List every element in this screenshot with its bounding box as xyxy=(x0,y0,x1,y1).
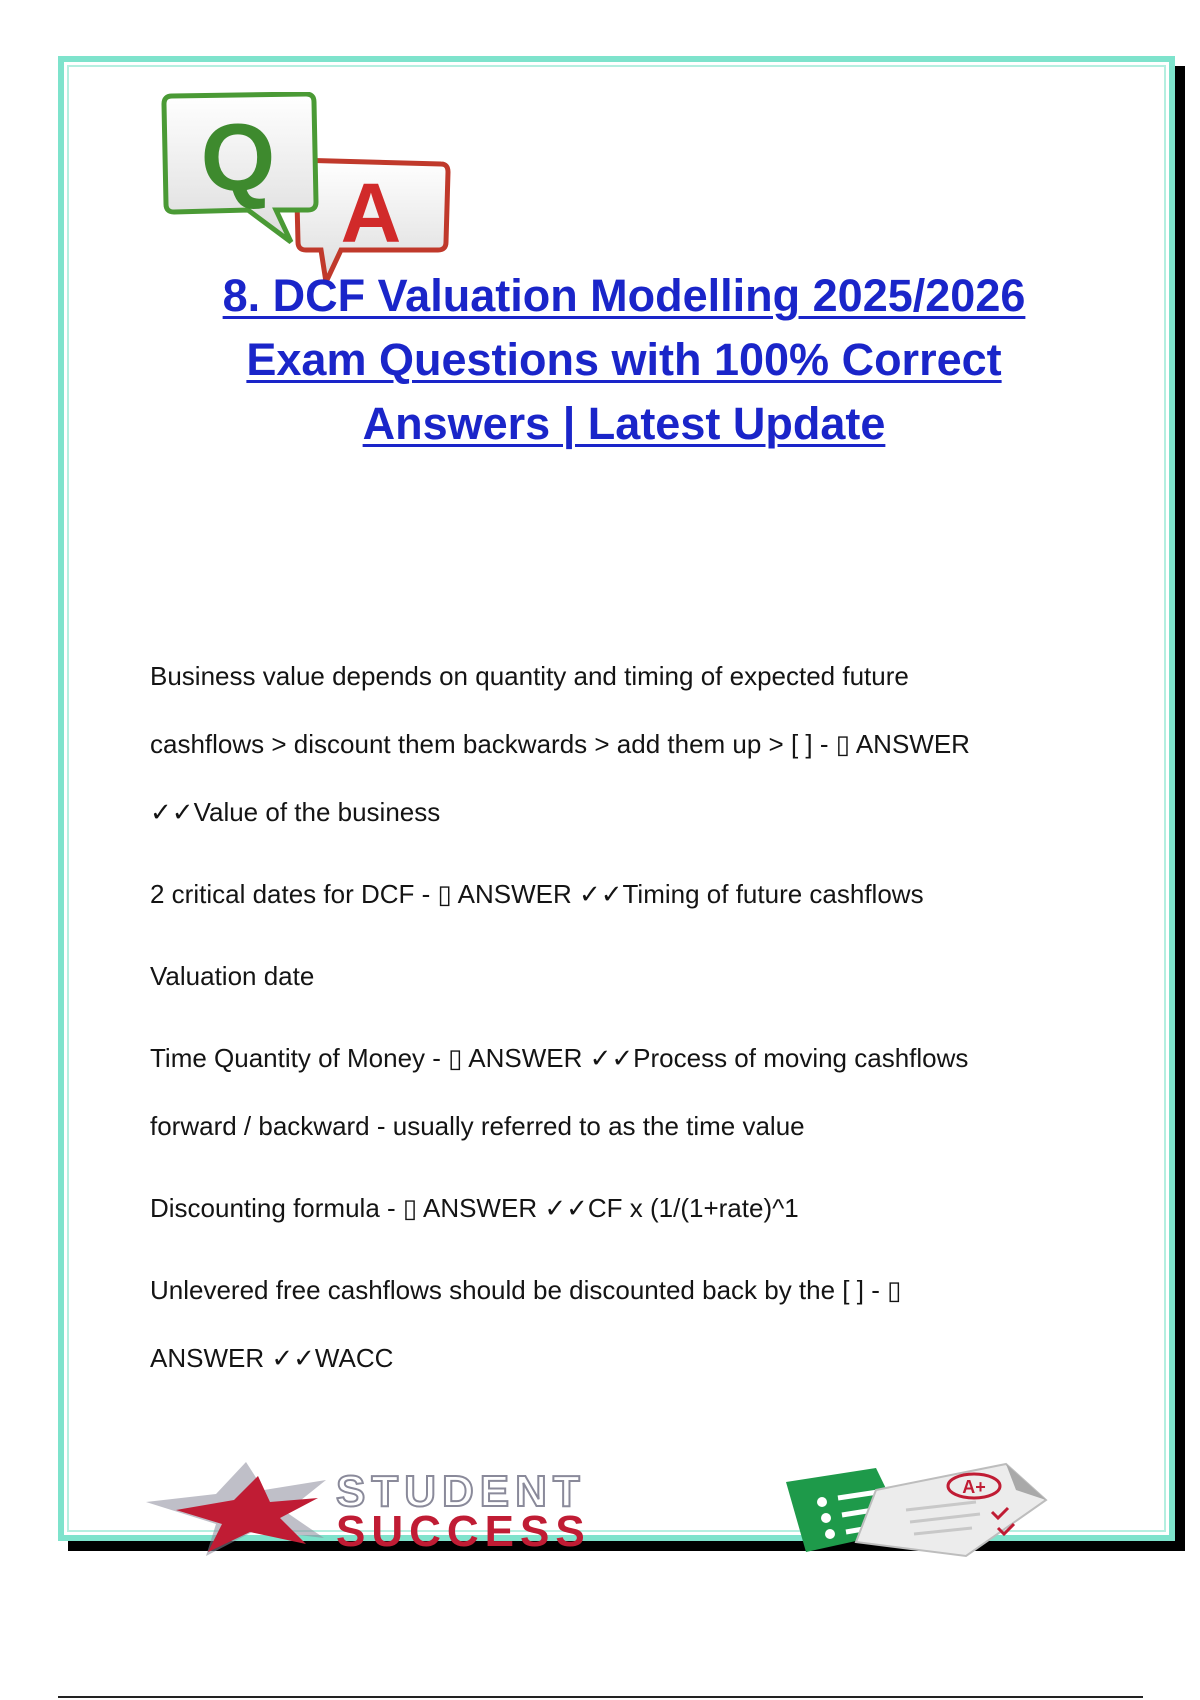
student-success-logo xyxy=(146,1460,1126,1560)
q-letter: Q xyxy=(200,104,276,211)
qa-item-4 xyxy=(150,1174,1110,1242)
graded-paper-icon xyxy=(856,1464,1046,1556)
q-bubble xyxy=(164,94,316,242)
grade-badge: A+ xyxy=(962,1477,986,1497)
title-line-2: Exam Questions with 100% Correct xyxy=(246,334,1002,385)
qa-line: forward / backward - usually referred to as the time value xyxy=(150,1111,805,1141)
qa-logo-icon xyxy=(156,92,456,282)
qa-line: 2 critical dates for DCF - ▯ ANSWER ✓✓Timing of future cashflows xyxy=(150,879,924,909)
star-icon xyxy=(146,1462,326,1556)
qa-line: Unlevered free cashflows should be discounted back by the [ ] - ▯ xyxy=(150,1275,902,1305)
qa-line: Discounting formula - ▯ ANSWER ✓✓CF x (1/(1+rate)^1 xyxy=(150,1193,799,1223)
qa-item-2 xyxy=(150,860,1110,1010)
title-line-1: 8. DCF Valuation Modelling 2025/2026 xyxy=(222,270,1026,321)
qa-item-1 xyxy=(150,642,1110,846)
title-line-3: Answers | Latest Update xyxy=(362,398,886,449)
document-page xyxy=(58,56,1175,1556)
qa-line: Time Quantity of Money - ▯ ANSWER ✓✓Process of moving cashflows xyxy=(150,1043,969,1073)
qa-list xyxy=(150,642,1110,1392)
document-title xyxy=(124,264,1124,456)
bottom-divider xyxy=(58,1696,1143,1698)
qa-line: ANSWER ✓✓WACC xyxy=(150,1343,394,1373)
qa-line: Valuation date xyxy=(150,961,315,991)
brand-line-2: SUCCESS xyxy=(336,1507,591,1556)
qa-line: ✓✓Value of the business xyxy=(150,797,441,827)
a-letter: A xyxy=(340,166,402,260)
qa-item-5 xyxy=(150,1256,1110,1392)
brand-line-1: STUDENT xyxy=(336,1467,586,1516)
qa-line: cashflows > discount them backwards > add them up > [ ] - ▯ ANSWER xyxy=(150,729,970,759)
qa-item-3 xyxy=(150,1024,1110,1160)
qa-line: Business value depends on quantity and timing of expected future xyxy=(150,661,909,691)
